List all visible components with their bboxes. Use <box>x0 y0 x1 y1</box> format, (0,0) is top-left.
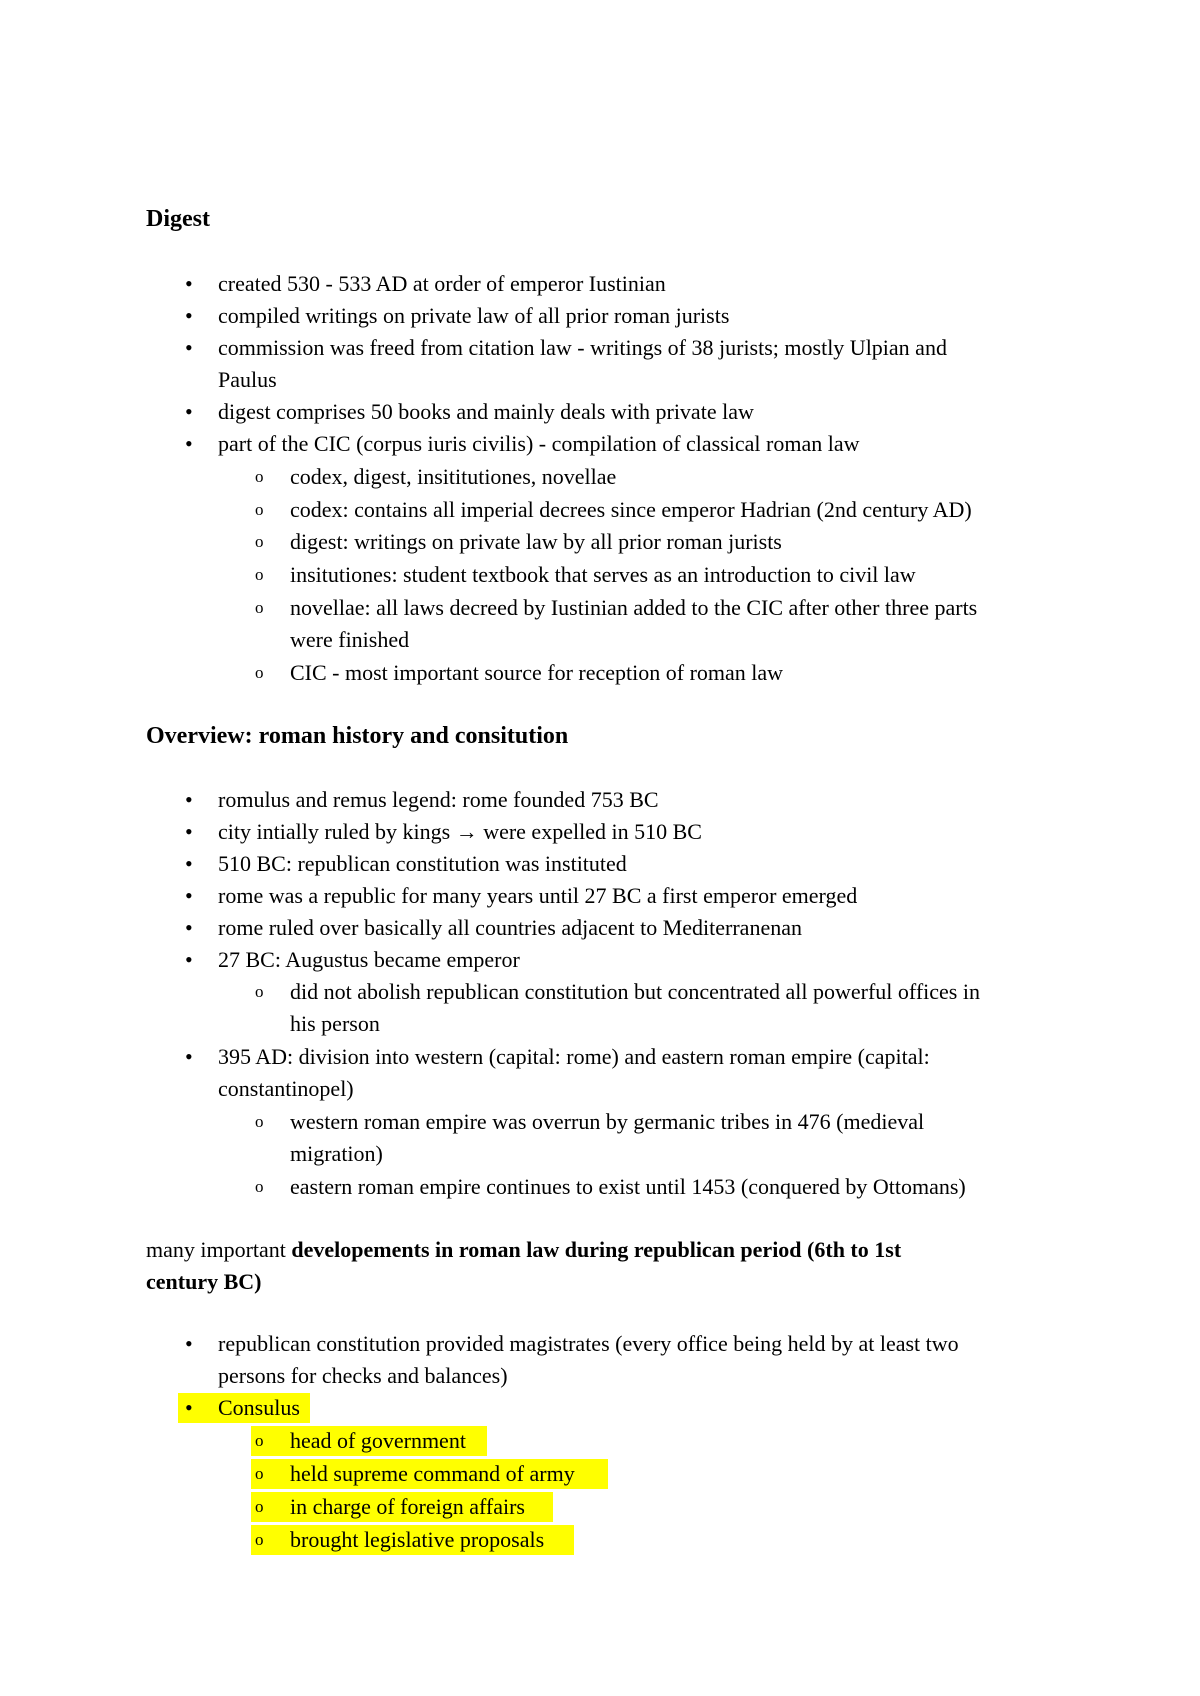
sub-bullet-marker: o <box>255 982 264 1001</box>
bullet-marker: • <box>185 335 193 360</box>
bullet-marker: • <box>185 947 193 972</box>
sub-list-item-text: codex, digest, insititutiones, novellae <box>290 464 617 489</box>
sub-list-item-continuation: migration) <box>290 1141 383 1166</box>
bullet-marker: • <box>185 399 193 424</box>
sub-list-item-text: novellae: all laws decreed by Iustinian added to the CIC after other three parts <box>290 595 978 620</box>
sub-list-item-text: eastern roman empire continues to exist until 1453 (conquered by Ottomans) <box>290 1174 966 1199</box>
list-item-text: republican constitution provided magistrates (every office being held by at least two <box>218 1331 959 1356</box>
list-item-text: romulus and remus legend: rome founded 753 BC <box>218 787 659 812</box>
sub-list-item-text: codex: contains all imperial decrees since emperor Hadrian (2nd century AD) <box>290 497 972 522</box>
list-item-text: compiled writings on private law of all prior roman jurists <box>218 303 730 328</box>
sub-bullet-marker: o <box>255 565 264 584</box>
list-item-text: rome was a republic for many years until 27 BC a first emperor emerged <box>218 883 858 908</box>
sub-list-item-text: held supreme command of army <box>290 1461 575 1486</box>
sub-list-item-continuation: his person <box>290 1011 380 1036</box>
bullet-marker: • <box>185 271 193 296</box>
sub-bullet-marker: o <box>255 1177 264 1196</box>
bullet-marker: • <box>185 1044 193 1069</box>
intro-bold-text: century BC) <box>146 1269 262 1294</box>
sub-list-item-text: CIC - most important source for reception of roman law <box>290 660 784 685</box>
sub-bullet-marker: o <box>255 1112 264 1131</box>
sub-list-item-text: in charge of foreign affairs <box>290 1494 525 1519</box>
list-item-text: commission was freed from citation law - writings of 38 jurists; mostly Ulpian and <box>218 335 947 360</box>
list-item-text: digest comprises 50 books and mainly deals with private law <box>218 399 754 424</box>
sub-list-item-text: head of government <box>290 1428 466 1453</box>
bullet-marker: • <box>185 303 193 328</box>
sub-list-item-text: brought legislative proposals <box>290 1527 545 1552</box>
bullet-marker: • <box>185 819 193 844</box>
list-item-continuation: persons for checks and balances) <box>218 1363 508 1388</box>
bullet-marker: • <box>185 1395 193 1420</box>
intro-paragraph <box>146 1234 1046 1266</box>
sub-bullet-marker: o <box>255 532 264 551</box>
sub-list-item-text: western roman empire was overrun by germanic tribes in 476 (medieval <box>290 1109 925 1134</box>
sub-list-item-text: digest: writings on private law by all prior roman jurists <box>290 529 782 554</box>
sub-bullet-marker: o <box>255 1497 264 1516</box>
intro-plain-text: many important <box>146 1237 292 1262</box>
sub-bullet-marker: o <box>255 1464 264 1483</box>
sub-bullet-marker: o <box>255 467 264 486</box>
list-item-text: city intially ruled by kings → were expelled in 510 BC <box>218 819 702 844</box>
list-item-text: created 530 - 533 AD at order of emperor Iustinian <box>218 271 666 296</box>
intro-bold-text: developements in roman law during republican period (6th to 1st <box>291 1237 902 1262</box>
list-item-text: 395 AD: division into western (capital: rome) and eastern roman empire (capital: <box>218 1044 930 1069</box>
bullet-marker: • <box>185 787 193 812</box>
list-item-text: Consulus <box>218 1395 300 1420</box>
bullet-marker: • <box>185 883 193 908</box>
bullet-marker: • <box>185 1331 193 1356</box>
bullet-marker: • <box>185 915 193 940</box>
heading-digest: Digest <box>146 206 210 232</box>
sub-bullet-marker: o <box>255 500 264 519</box>
heading-overview: Overview: roman history and consitution <box>146 723 569 749</box>
bullet-marker: • <box>185 431 193 456</box>
sub-list-item-text: insitutiones: student textbook that serves as an introduction to civil law <box>290 562 916 587</box>
list-item-continuation: constantinopel) <box>218 1076 354 1101</box>
sub-bullet-marker: o <box>255 1530 264 1549</box>
sub-bullet-marker: o <box>255 663 264 682</box>
intro-paragraph-continuation <box>146 1266 1046 1298</box>
sub-bullet-marker: o <box>255 1431 264 1450</box>
list-item-continuation: Paulus <box>218 367 277 392</box>
sub-list-item-continuation: were finished <box>290 627 410 652</box>
bullet-marker: • <box>185 851 193 876</box>
list-item-text: 510 BC: republican constitution was instituted <box>218 851 627 876</box>
sub-list-item-text: did not abolish republican constitution but concentrated all powerful offices in <box>290 979 980 1004</box>
list-item-text: part of the CIC (corpus iuris civilis) - compilation of classical roman law <box>218 431 860 456</box>
list-item-text: 27 BC: Augustus became emperor <box>218 947 520 972</box>
sub-bullet-marker: o <box>255 598 264 617</box>
list-item-text: rome ruled over basically all countries adjacent to Mediterranenan <box>218 915 802 940</box>
